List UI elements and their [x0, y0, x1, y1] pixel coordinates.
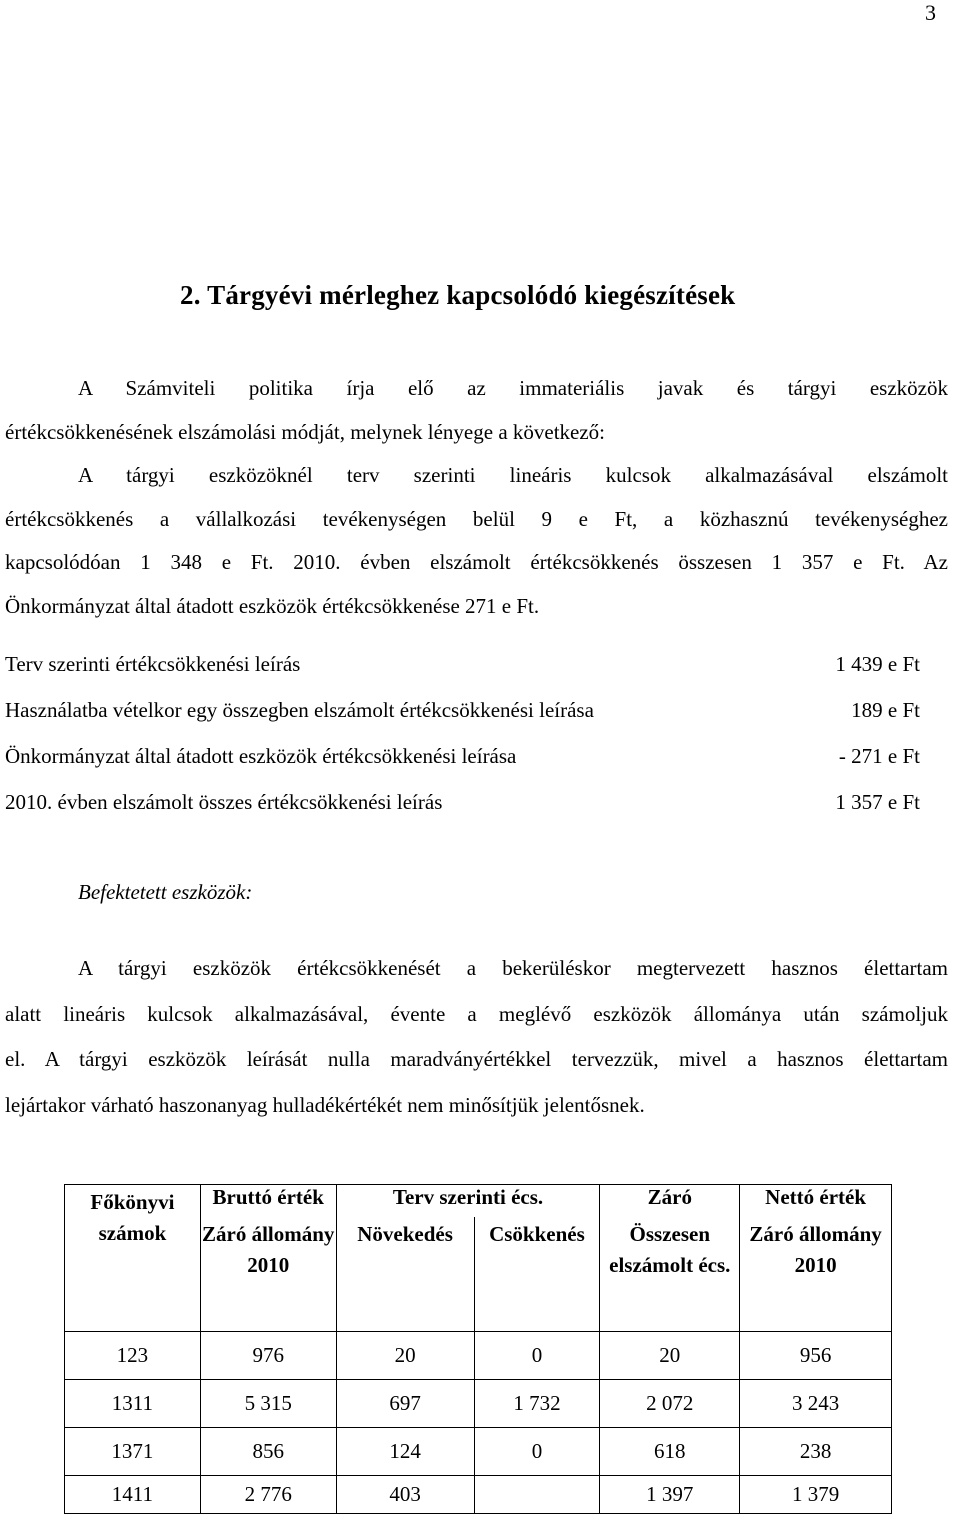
cell-account: 1371: [65, 1427, 201, 1475]
depreciation-label: Önkormányzat által átadott eszközök értékcsökkenési leírása: [5, 744, 517, 768]
cell-net: 1 379: [740, 1475, 892, 1513]
header-net-closing-2010: Záró állomány 2010: [740, 1217, 892, 1332]
depreciation-label: 2010. évben elszámolt összes értékcsökkenési leírás: [5, 790, 443, 814]
cell-account: 1311: [65, 1379, 201, 1427]
paragraph-line: A tárgyi eszközöknél terv szerinti lineáris kulcsok alkalmazásával elszámolt: [78, 463, 948, 488]
cell-decrease: [474, 1475, 600, 1513]
header-net-value: Nettó érték: [740, 1185, 892, 1217]
cell-account: 123: [65, 1331, 201, 1379]
depreciation-value: - 271 e Ft: [838, 744, 920, 768]
table-row: [65, 1427, 892, 1475]
paragraph-line: A tárgyi eszközök értékcsökkenését a bekerüléskor megtervezett hasznos élettartam: [78, 956, 948, 980]
cell-increase: 403: [336, 1475, 474, 1513]
depreciation-row: [5, 652, 920, 684]
cell-account: 1411: [65, 1475, 201, 1513]
header-gross-closing-2010: Záró állomány 2010: [200, 1217, 336, 1332]
cell-gross: 2 776: [200, 1475, 336, 1513]
header-total-depreciation: Összesen elszámolt écs.: [600, 1217, 740, 1332]
cell-total-depreciation: 20: [600, 1331, 740, 1379]
cell-decrease: 1 732: [474, 1379, 600, 1427]
cell-gross: 5 315: [200, 1379, 336, 1427]
depreciation-value: 189 e Ft: [851, 698, 920, 722]
table-row: [65, 1475, 892, 1513]
paragraph-line: alatt lineáris kulcsok alkalmazásával, évente a meglévő eszközök állománya után számoljuk: [5, 1001, 948, 1026]
cell-net: 238: [740, 1427, 892, 1475]
header-gross-value: Bruttó érték: [200, 1185, 336, 1217]
cell-total-depreciation: 1 397: [600, 1475, 740, 1513]
table-row: [65, 1379, 892, 1427]
depreciation-label: Terv szerinti értékcsökkenési leírás: [5, 652, 301, 676]
cell-gross: 856: [200, 1427, 336, 1475]
header-planned-depreciation: Terv szerinti écs.: [336, 1185, 600, 1217]
cell-total-depreciation: 618: [600, 1427, 740, 1475]
depreciation-row: [5, 698, 920, 730]
depreciation-label: Használatba vételkor egy összegben elszámolt értékcsökkenési leírása: [5, 698, 594, 722]
section-heading: 2. Tárgyévi mérleghez kapcsolódó kiegészítések: [180, 280, 736, 310]
paragraph-line: Önkormányzat által átadott eszközök értékcsökkenése 271 e Ft.: [5, 593, 540, 618]
cell-decrease: 0: [474, 1427, 600, 1475]
paragraph-line: értékcsökkenésének elszámolási módját, melynek lényege a következő:: [5, 419, 606, 444]
paragraph-line: lejártakor várható haszonanyag hulladékértékét nem minősítjük jelentősnek.: [5, 1092, 645, 1117]
depreciation-row: [5, 744, 920, 776]
cell-increase: 697: [336, 1379, 474, 1427]
cell-net: 3 243: [740, 1379, 892, 1427]
depreciation-value: 1 439 e Ft: [835, 652, 920, 676]
paragraph-line: el. A tárgyi eszközök leírását nulla maradványértékkel tervezzük, mivel a hasznos élettartam: [5, 1047, 948, 1072]
paragraph-line: értékcsökkenés a vállalkozási tevékenységen belül 9 e Ft, a közhasznú tevékenységhez: [5, 506, 948, 531]
paragraph-fixed-assets: [5, 946, 948, 1128]
table-row: [65, 1331, 892, 1379]
depreciation-row: [5, 790, 920, 822]
table-header-row: [65, 1185, 892, 1217]
cell-decrease: 0: [474, 1331, 600, 1379]
paragraph-line: A Számviteli politika írja elő az immateriális javak és tárgyi eszközök: [78, 376, 948, 400]
header-ledger-accounts: Főkönyvi számok: [65, 1185, 201, 1332]
header-closing: Záró: [600, 1185, 740, 1217]
fixed-assets-subheading: Befektetett eszközök:: [78, 880, 253, 904]
cell-net: 956: [740, 1331, 892, 1379]
page-number: 3: [925, 0, 936, 25]
cell-gross: 976: [200, 1331, 336, 1379]
paragraph-line: kapcsolódóan 1 348 e Ft. 2010. évben elszámolt értékcsökkenés összesen 1 357 e Ft. Az: [5, 550, 948, 575]
depreciation-value: 1 357 e Ft: [835, 790, 920, 814]
asset-ledger-table: [64, 1184, 892, 1514]
cell-total-depreciation: 2 072: [600, 1379, 740, 1427]
header-decrease: Csökkenés: [474, 1217, 600, 1332]
cell-increase: 20: [336, 1331, 474, 1379]
header-increase: Növekedés: [336, 1217, 474, 1332]
cell-increase: 124: [336, 1427, 474, 1475]
paragraph-depreciation-policy: [5, 367, 948, 629]
